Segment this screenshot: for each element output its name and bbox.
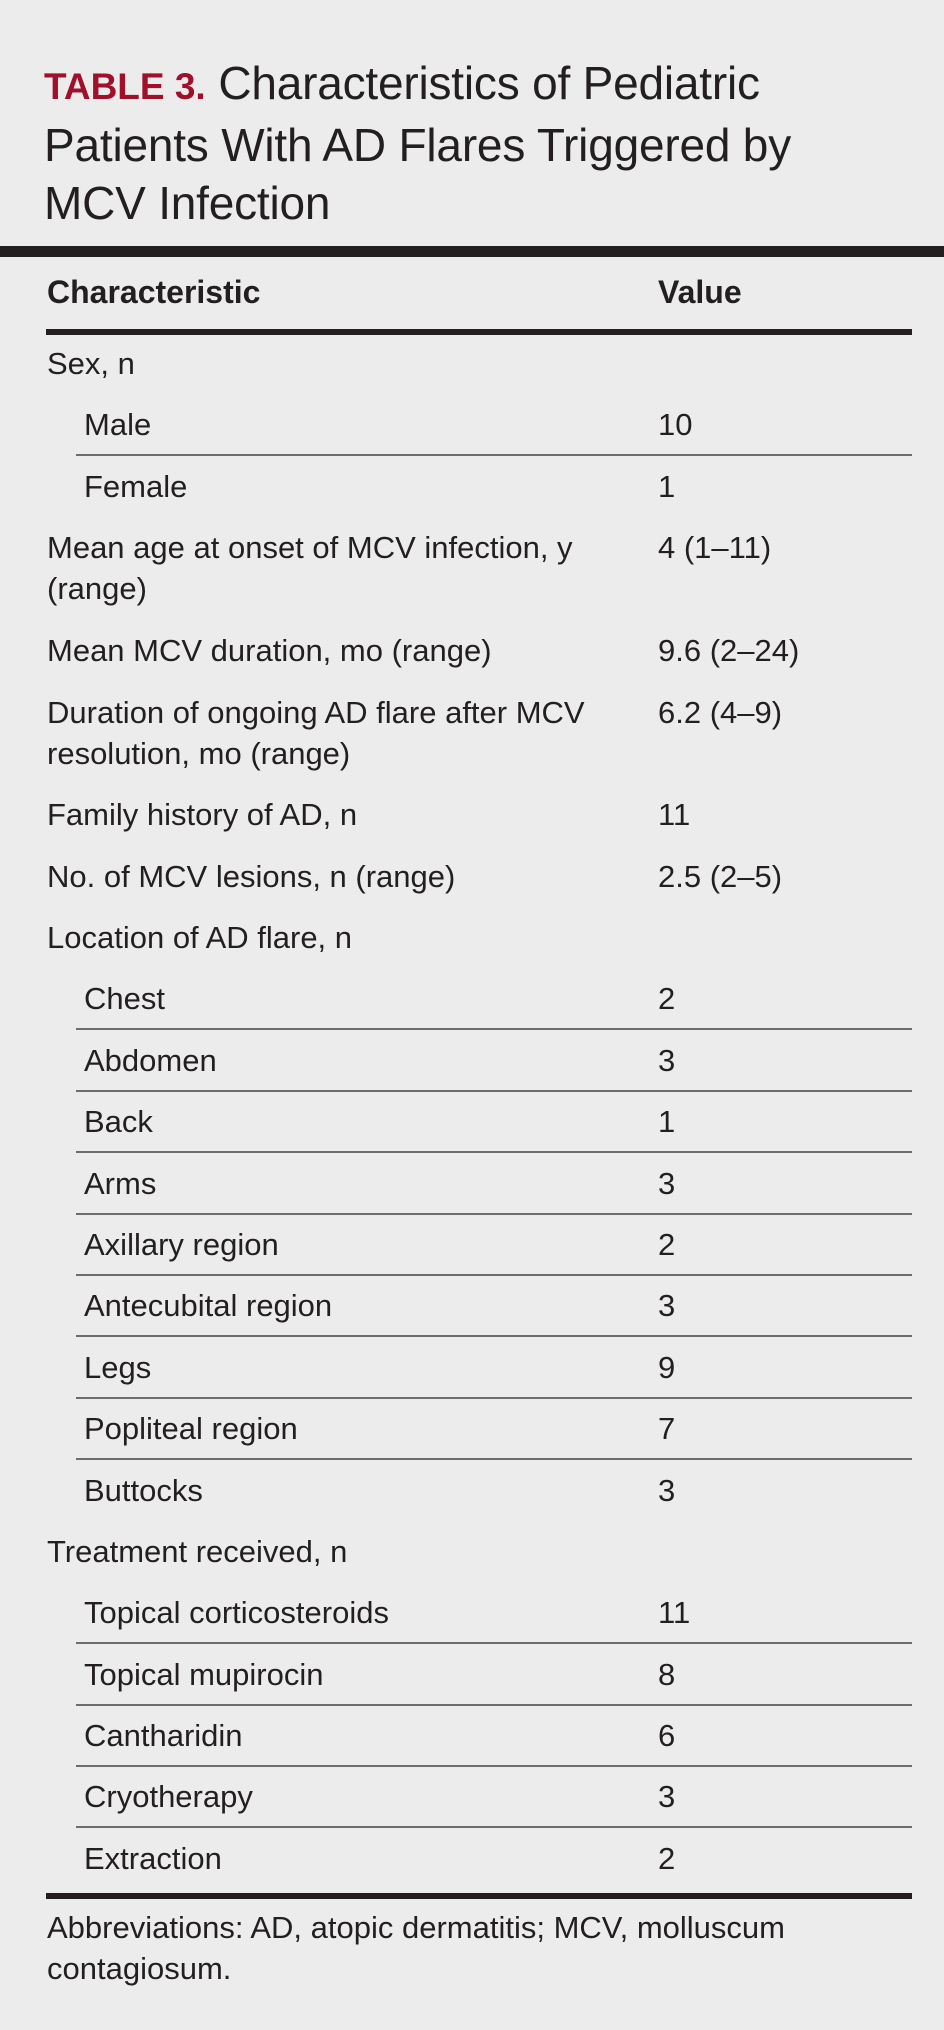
- row-label: Legs: [84, 1350, 152, 1385]
- row-label: Male: [84, 407, 152, 442]
- row-divider: [76, 1826, 912, 1828]
- row-label: Arms: [84, 1166, 157, 1201]
- row-label: Cantharidin: [84, 1718, 243, 1753]
- row-value: 1: [658, 469, 676, 504]
- header-value: Value: [658, 274, 742, 310]
- header-rule: [46, 329, 912, 335]
- row-divider: [76, 1213, 912, 1215]
- row-value: 2: [658, 1841, 676, 1876]
- row-divider: [76, 1274, 912, 1276]
- row-divider: [76, 1704, 912, 1706]
- row-label: Buttocks: [84, 1473, 203, 1508]
- row-value: 9: [658, 1350, 676, 1385]
- row-label: Mean MCV duration, mo (range): [47, 633, 492, 668]
- row-value: 11: [658, 1595, 691, 1630]
- row-value: 8: [658, 1657, 676, 1692]
- row-value: 10: [658, 407, 693, 442]
- table-footnote: Abbreviations: AD, atopic dermatitis; MCV, molluscum contagiosum.: [47, 1910, 785, 1986]
- row-label: Cryotherapy: [84, 1779, 253, 1814]
- row-value: 6: [658, 1718, 676, 1753]
- row-label: Antecubital region: [84, 1288, 333, 1323]
- row-value: 1: [658, 1104, 676, 1139]
- row-divider: [76, 1765, 912, 1767]
- row-label: Extraction: [84, 1841, 222, 1876]
- table-label: TABLE 3.: [44, 66, 206, 107]
- row-label: Back: [84, 1104, 153, 1139]
- row-label: Popliteal region: [84, 1411, 298, 1446]
- table-title-text: Characteristics of Pediatric Patients With AD Flares Triggered by MCV Infection: [44, 57, 791, 229]
- row-divider: [76, 454, 912, 456]
- row-divider: [76, 1397, 912, 1399]
- row-value: 9.6 (2–24): [658, 633, 800, 668]
- row-label: Location of AD flare, n: [47, 920, 353, 955]
- row-value: 3: [658, 1779, 676, 1814]
- row-divider: [76, 1642, 912, 1644]
- row-value: 6.2 (4–9): [658, 695, 783, 730]
- row-value: 11: [658, 797, 691, 832]
- row-label: No. of MCV lesions, n (range): [47, 859, 456, 894]
- row-value: 7: [658, 1411, 676, 1446]
- row-value: 2: [658, 1227, 676, 1262]
- row-label: Axillary region: [84, 1227, 279, 1262]
- row-label: Duration of ongoing AD flare after MCV resolution, mo (range): [47, 695, 585, 771]
- row-label: Abdomen: [84, 1043, 217, 1078]
- row-divider: [76, 1458, 912, 1460]
- row-label: Topical corticosteroids: [84, 1595, 389, 1630]
- row-value: 4 (1–11): [658, 530, 772, 565]
- row-divider: [76, 1151, 912, 1153]
- row-label: Topical mupirocin: [84, 1657, 324, 1692]
- row-value: 3: [658, 1288, 676, 1323]
- row-divider: [76, 1028, 912, 1030]
- row-label: Treatment received, n: [47, 1534, 348, 1569]
- row-label: Chest: [84, 981, 165, 1016]
- row-label: Mean age at onset of MCV infection, y (range): [47, 530, 573, 606]
- row-value: 2.5 (2–5): [658, 859, 783, 894]
- row-value: 3: [658, 1043, 676, 1078]
- row-divider: [76, 1335, 912, 1337]
- row-label: Sex, n: [47, 346, 135, 381]
- header-characteristic: Characteristic: [47, 274, 261, 310]
- bottom-rule: [46, 1893, 912, 1899]
- row-divider: [76, 1090, 912, 1092]
- row-value: 2: [658, 981, 676, 1016]
- row-value: 3: [658, 1166, 676, 1201]
- row-label: Female: [84, 469, 188, 504]
- table-title: [44, 54, 904, 232]
- top-rule: [0, 246, 944, 257]
- row-value: 3: [658, 1473, 676, 1508]
- row-label: Family history of AD, n: [47, 797, 358, 832]
